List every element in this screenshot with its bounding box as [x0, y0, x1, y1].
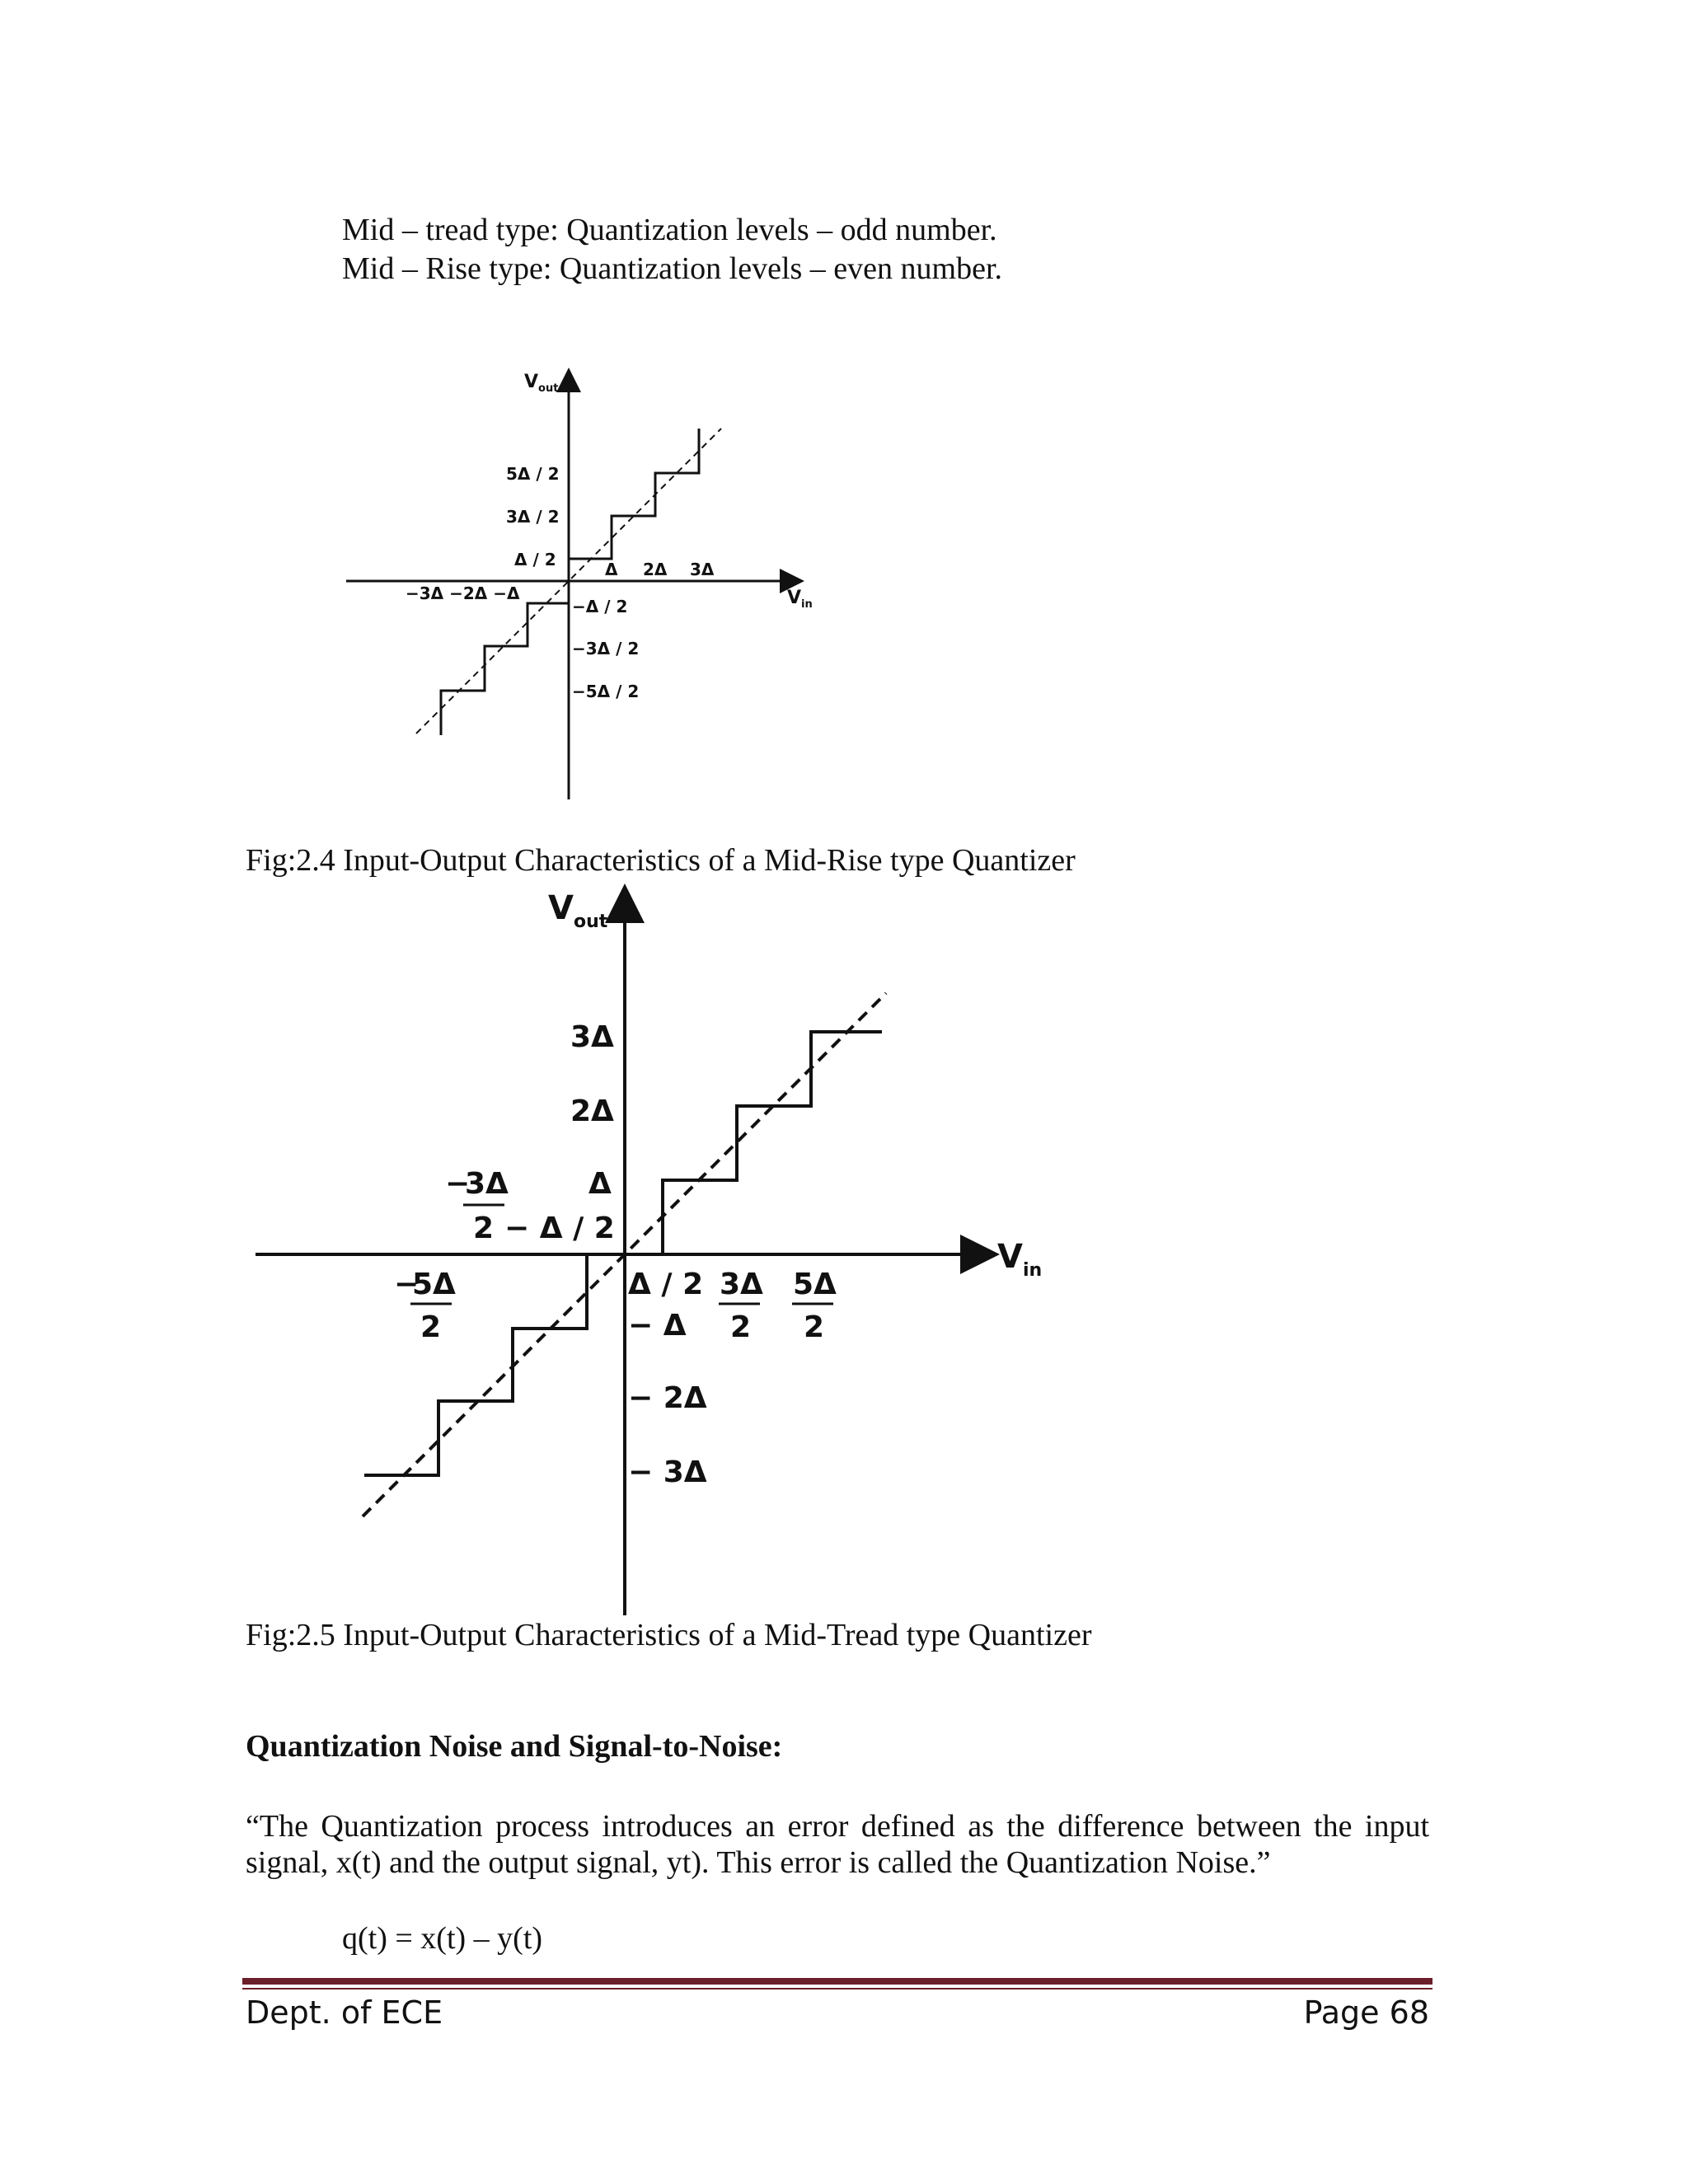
intro-line-mid-rise: Mid – Rise type: Quantization levels – even number. [342, 251, 1003, 286]
figure2-caption: Fig:2.5 Input-Output Characteristics of a Mid-Tread type Quantizer [246, 1618, 1092, 1652]
fig1-x-label-delta: Δ [605, 560, 618, 579]
fig2-x-label-neg-3delta-den: 2 [473, 1212, 495, 1245]
fig2-x-label-neg-5delta-num: 5Δ [412, 1268, 456, 1301]
fig2-x-label-5delta-den: 2 [804, 1310, 825, 1344]
fig2-y-axis-label: $V_{out}$ [548, 889, 608, 932]
intro-line-mid-tread: Mid – tread type: Quantization levels – odd number. [342, 213, 997, 247]
fig2-x-label-neg-5delta-minus: − [394, 1268, 420, 1301]
footer-rule-thin [242, 1988, 1432, 1990]
quantization-noise-formula: q(t) = x(t) – y(t) [342, 1921, 543, 1956]
fig2-y-label-neg-delta: − Δ [628, 1309, 687, 1343]
fig2-x-label-neg-half: − Δ / 2 [504, 1212, 615, 1245]
fig1-y-label-neg-3half: −3Δ / 2 [572, 639, 640, 658]
footer-page-number: Page 68 [1303, 1994, 1429, 2031]
fig2-x-label-half: Δ / 2 [628, 1268, 704, 1301]
fig2-y-label-neg-2delta: − 2Δ [628, 1381, 707, 1415]
fig2-y-label-delta: Δ [588, 1167, 612, 1201]
footer-rule-thick [242, 1978, 1432, 1985]
fig2-x-label-neg-3delta-minus: − [445, 1167, 471, 1201]
fig2-y-label-3delta: 3Δ [570, 1020, 614, 1054]
fig1-x-labels-negative: −3Δ −2Δ −Δ [406, 583, 520, 603]
fig2-y-label-neg-3delta: − 3Δ [628, 1455, 707, 1489]
fig2-x-axis-label: $V_{in}$ [997, 1238, 1043, 1281]
fig2-x-label-3delta-num: 3Δ [720, 1268, 763, 1301]
footer-department: Dept. of ECE [246, 1994, 443, 2031]
fig2-x-label-neg-3delta-num: 3Δ [465, 1167, 509, 1201]
section-paragraph: “The Quantization process introduces an error defined as the difference between the input signal, x(t) and the output signal, yt). This error is called the Quantization Noise.” [246, 1809, 1429, 1881]
fig1-y-label-5half: 5Δ / 2 [506, 464, 560, 484]
figure1-caption: Fig:2.4 Input-Output Characteristics of a Mid-Rise type Quantizer [246, 843, 1076, 878]
figure-mid-tread-quantizer [247, 882, 1055, 1624]
fig1-y-label-half: Δ / 2 [514, 550, 556, 569]
fig1-x-axis-label: $V_{in}$ [787, 588, 813, 611]
fig1-y-axis-label: $V_{out}$ [524, 372, 559, 395]
figure-mid-rise-quantizer [330, 354, 841, 816]
fig1-y-label-neg-half: −Δ / 2 [572, 597, 628, 616]
fig2-x-label-neg-5delta-den: 2 [420, 1310, 442, 1344]
fig1-y-label-neg-5half: −5Δ / 2 [572, 682, 640, 701]
section-heading: Quantization Noise and Signal-to-Noise: [246, 1729, 783, 1764]
fig1-x-label-3delta: 3Δ [690, 560, 715, 579]
fig1-y-label-3half: 3Δ / 2 [506, 507, 560, 527]
fig2-x-label-3delta-den: 2 [730, 1310, 752, 1344]
fig2-y-label-2delta: 2Δ [570, 1094, 614, 1128]
fig2-x-label-5delta-num: 5Δ [793, 1268, 837, 1301]
fig1-x-label-2delta: 2Δ [643, 560, 668, 579]
